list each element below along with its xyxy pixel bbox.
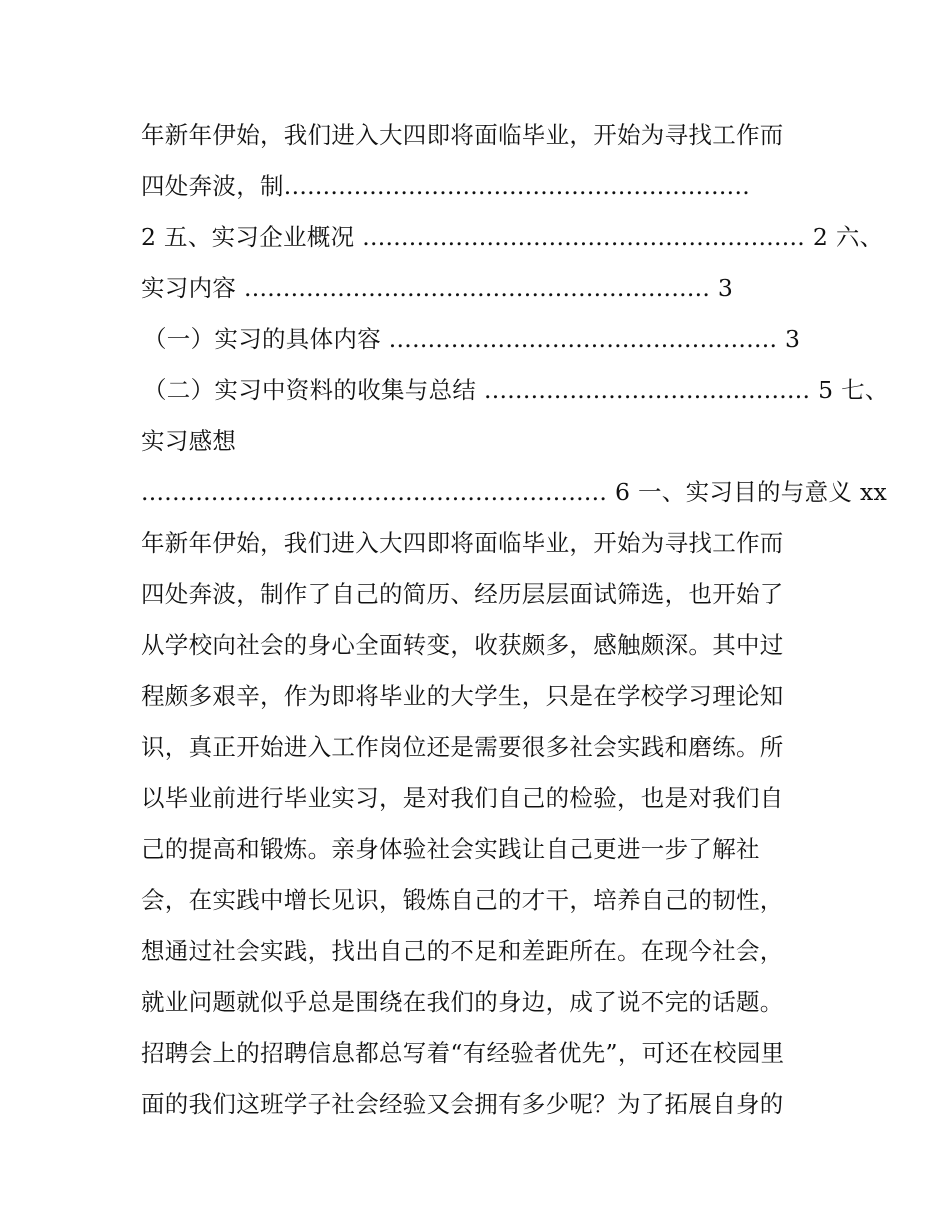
paragraph-line-8: 会，在实践中增长见识，锻炼自己的才干，培养自己的韧性， <box>141 886 784 914</box>
text-line-2: 四处奔波，制............................................................ <box>141 172 750 200</box>
paragraph-line-6: 以毕业前进行毕业实习，是对我们自己的检验，也是对我们自 <box>141 784 784 812</box>
paragraph-line-4: 程颇多艰辛，作为即将毕业的大学生，只是在学校学习理论知 <box>141 682 784 710</box>
paragraph-line-12: 面的我们这班学子社会经验又会拥有多少呢？为了拓展自身的 <box>141 1090 784 1118</box>
paragraph-line-1: 年新年伊始，我们进入大四即将面临毕业，开始为寻找工作而 <box>141 529 784 557</box>
toc-entry-internship-content: 实习内容 ............................................................ 3 <box>141 274 734 302</box>
document-body <box>141 110 889 1130</box>
toc-entry-reflections: 实习感想 <box>141 427 237 455</box>
toc-entry-specific-content: （一）实习的具体内容 .................................................. 3 <box>143 325 801 353</box>
paragraph-line-10: 就业问题就似乎总是围绕在我们的身边，成了说不完的话题。 <box>141 988 784 1016</box>
paragraph-line-2: 四处奔波，制作了自己的简历、经历层层面试筛选，也开始了 <box>141 580 784 608</box>
text-line-1: 年新年伊始，我们进入大四即将面临毕业，开始为寻找工作而 <box>141 121 784 149</box>
toc-entry-purpose: ............................................................ 6 一、实习目的与意义 xx <box>141 478 888 506</box>
toc-entry-data-collection: （二）实习中资料的收集与总结 .......................................... 5 七、 <box>143 376 889 404</box>
toc-entry-company-overview: 2 五、实习企业概况 ......................................................... 2 六、 <box>141 223 884 251</box>
paragraph-line-11: 招聘会上的招聘信息都总写着“有经验者优先”，可还在校园里 <box>141 1039 785 1067</box>
paragraph-line-9: 想通过社会实践，找出自己的不足和差距所在。在现今社会， <box>141 937 784 965</box>
paragraph-line-5: 识，真正开始进入工作岗位还是需要很多社会实践和磨练。所 <box>141 733 784 761</box>
paragraph-line-7: 己的提高和锻炼。亲身体验社会实践让自己更进一步了解社 <box>141 835 760 863</box>
paragraph-line-3: 从学校向社会的身心全面转变，收获颇多，感触颇深。其中过 <box>141 631 784 659</box>
